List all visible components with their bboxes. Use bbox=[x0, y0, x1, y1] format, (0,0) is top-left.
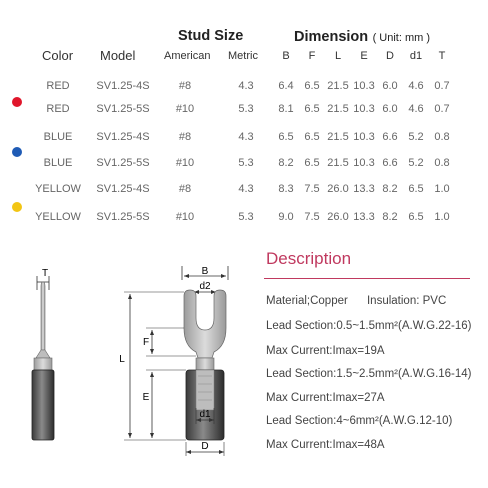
col-header-f: F bbox=[308, 50, 316, 62]
cell-color: BLUE bbox=[43, 131, 73, 143]
cell-metric: 4.3 bbox=[238, 183, 254, 195]
cell-dim-t: 0.8 bbox=[434, 157, 450, 169]
cell-dim-b: 8.3 bbox=[278, 183, 294, 195]
cell-dim-e: 13.3 bbox=[353, 183, 375, 195]
side-view bbox=[32, 268, 54, 440]
col-header-american: American bbox=[164, 50, 211, 62]
stud-size-title: Stud Size bbox=[178, 28, 244, 44]
cell-metric: 4.3 bbox=[238, 131, 254, 143]
cell-american: #8 bbox=[178, 131, 192, 143]
col-header-t: T bbox=[438, 50, 446, 62]
cell-metric: 5.3 bbox=[238, 157, 254, 169]
col-header-metric: Metric bbox=[228, 50, 258, 62]
cell-dim-d1: 5.2 bbox=[408, 131, 424, 143]
label-d2: d2 bbox=[199, 281, 211, 292]
cell-dim-t: 1.0 bbox=[434, 183, 450, 195]
label-l: L bbox=[119, 354, 125, 365]
cell-dim-f: 7.5 bbox=[304, 183, 320, 195]
label-b: B bbox=[201, 266, 209, 277]
col-header-d: D bbox=[386, 50, 394, 62]
cell-color: YELLOW bbox=[35, 211, 81, 223]
description-line-current-3: Max Current:Imax=48A bbox=[266, 439, 385, 451]
description-title: Description bbox=[266, 249, 352, 268]
cell-color: BLUE bbox=[43, 157, 73, 169]
red-color-dot bbox=[12, 97, 22, 107]
cell-dim-d1: 4.6 bbox=[408, 80, 424, 92]
cell-metric: 4.3 bbox=[238, 80, 254, 92]
cell-model: SV1.25-5S bbox=[96, 103, 150, 115]
cell-dim-l: 21.5 bbox=[327, 131, 349, 143]
cell-dim-l: 21.5 bbox=[327, 103, 349, 115]
description-line-lead-1: Lead Section:0.5~1.5mm²(A.W.G.22-16) bbox=[266, 320, 472, 332]
cell-dim-t: 0.7 bbox=[434, 103, 450, 115]
description-line-material: Material;Copper Insulation: PVC bbox=[266, 295, 447, 307]
cell-dim-d: 6.0 bbox=[382, 80, 398, 92]
cell-dim-d: 8.2 bbox=[382, 211, 398, 223]
cell-dim-e: 10.3 bbox=[353, 157, 375, 169]
description-line-current-1: Max Current:Imax=19A bbox=[266, 345, 385, 357]
col-header-l: L bbox=[334, 50, 342, 62]
cell-dim-f: 6.5 bbox=[304, 103, 320, 115]
cell-dim-d1: 6.5 bbox=[408, 211, 424, 223]
cell-model: SV1.25-5S bbox=[96, 211, 150, 223]
label-e: E bbox=[142, 392, 150, 403]
cell-model: SV1.25-4S bbox=[96, 131, 150, 143]
cell-metric: 5.3 bbox=[238, 103, 254, 115]
cell-dim-t: 0.7 bbox=[434, 80, 450, 92]
cell-american: #10 bbox=[175, 103, 195, 115]
front-view bbox=[119, 266, 228, 456]
cell-model: SV1.25-4S bbox=[96, 183, 150, 195]
label-d: D bbox=[201, 441, 209, 452]
cell-american: #10 bbox=[175, 157, 195, 169]
yellow-color-dot bbox=[12, 202, 22, 212]
cell-color: RED bbox=[46, 80, 70, 92]
cell-dim-f: 6.5 bbox=[304, 157, 320, 169]
dimension-title: Dimension bbox=[294, 29, 369, 45]
cell-dim-l: 21.5 bbox=[327, 80, 349, 92]
cell-american: #8 bbox=[178, 183, 192, 195]
cell-dim-d1: 6.5 bbox=[408, 183, 424, 195]
label-t: T bbox=[41, 268, 49, 279]
cell-dim-e: 10.3 bbox=[353, 131, 375, 143]
cell-dim-d: 6.0 bbox=[382, 103, 398, 115]
cell-model: SV1.25-5S bbox=[96, 157, 150, 169]
description-line-lead-2: Lead Section:1.5~2.5mm²(A.W.G.16-14) bbox=[266, 368, 472, 380]
cell-dim-b: 8.1 bbox=[278, 103, 294, 115]
cell-dim-d: 8.2 bbox=[382, 183, 398, 195]
cell-dim-b: 8.2 bbox=[278, 157, 294, 169]
dimension-title-group bbox=[294, 28, 430, 46]
cell-dim-l: 26.0 bbox=[327, 211, 349, 223]
cell-dim-d: 6.6 bbox=[382, 157, 398, 169]
cell-dim-e: 10.3 bbox=[353, 103, 375, 115]
cell-dim-l: 21.5 bbox=[327, 157, 349, 169]
cell-model: SV1.25-4S bbox=[96, 80, 150, 92]
col-header-color: Color bbox=[42, 48, 74, 63]
cell-dim-d: 6.6 bbox=[382, 131, 398, 143]
description-divider bbox=[264, 278, 470, 279]
dimension-unit: ( Unit: mm ) bbox=[372, 32, 431, 44]
cell-american: #10 bbox=[175, 211, 195, 223]
cell-dim-e: 13.3 bbox=[353, 211, 375, 223]
cell-dim-d1: 4.6 bbox=[408, 103, 424, 115]
cell-color: RED bbox=[46, 103, 70, 115]
col-header-model: Model bbox=[100, 48, 136, 63]
cell-dim-f: 6.5 bbox=[304, 80, 320, 92]
label-f: F bbox=[142, 337, 150, 348]
cell-dim-t: 1.0 bbox=[434, 211, 450, 223]
col-header-b: B bbox=[282, 50, 290, 62]
terminal-diagram bbox=[0, 258, 250, 488]
col-header-e: E bbox=[360, 50, 368, 62]
cell-dim-b: 6.5 bbox=[278, 131, 294, 143]
cell-dim-f: 7.5 bbox=[304, 211, 320, 223]
cell-dim-b: 9.0 bbox=[278, 211, 294, 223]
blue-color-dot bbox=[12, 147, 22, 157]
label-d1: d1 bbox=[199, 409, 211, 420]
cell-color: YELLOW bbox=[35, 183, 81, 195]
description-line-lead-3: Lead Section:4~6mm²(A.W.G.12-10) bbox=[266, 415, 453, 427]
cell-dim-e: 10.3 bbox=[353, 80, 375, 92]
cell-dim-l: 26.0 bbox=[327, 183, 349, 195]
cell-metric: 5.3 bbox=[238, 211, 254, 223]
col-header-d1: d1 bbox=[409, 50, 423, 62]
cell-dim-b: 6.4 bbox=[278, 80, 294, 92]
description-line-current-2: Max Current:Imax=27A bbox=[266, 392, 385, 404]
cell-american: #8 bbox=[178, 80, 192, 92]
cell-dim-t: 0.8 bbox=[434, 131, 450, 143]
cell-dim-f: 6.5 bbox=[304, 131, 320, 143]
cell-dim-d1: 5.2 bbox=[408, 157, 424, 169]
